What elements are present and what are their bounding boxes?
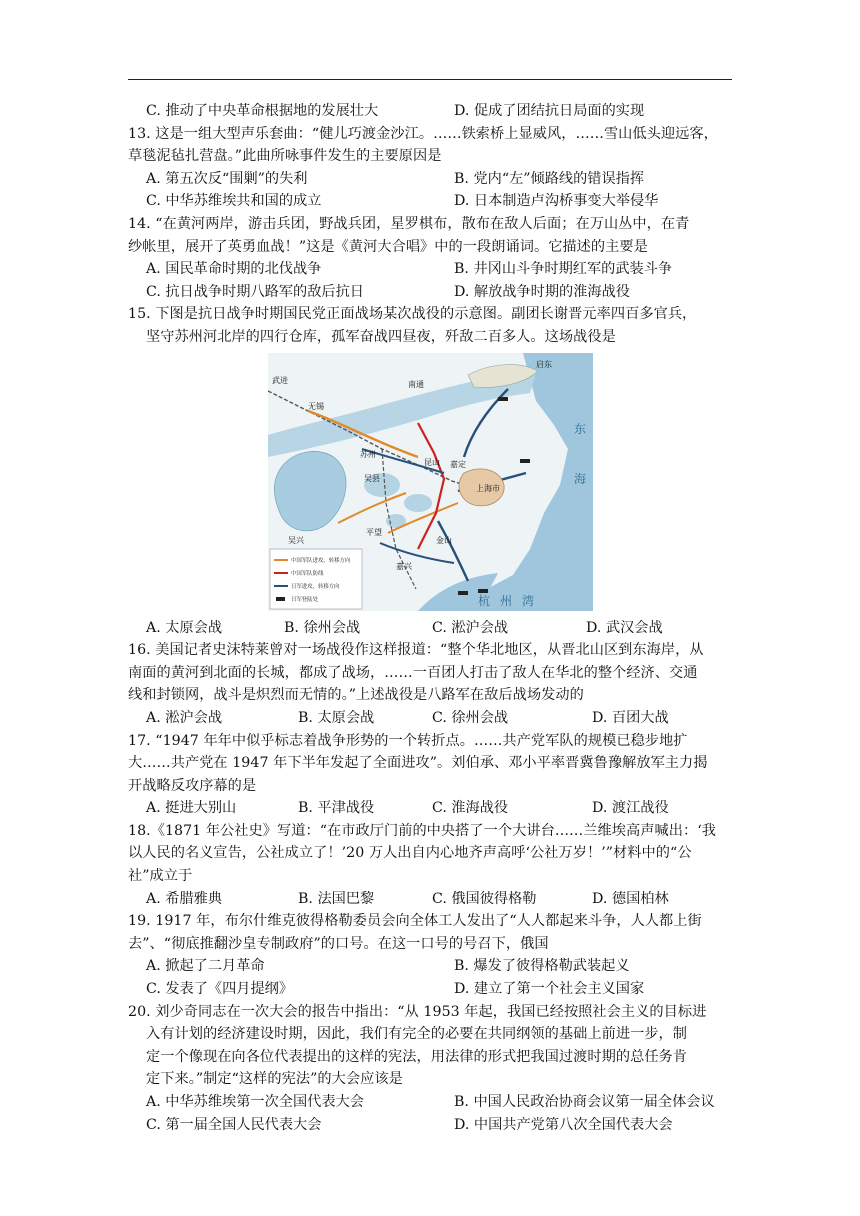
legend-chinese-attack: 中国军队进攻、转移方向 xyxy=(291,557,351,564)
q19-options-cd xyxy=(128,978,732,1001)
q19-option-b[interactable]: B. 爆发了彼得格勒武装起义 xyxy=(454,958,630,975)
q20-option-c[interactable]: C. 第一届全国人民代表大会 xyxy=(146,1116,322,1133)
q12-option-c[interactable]: C. 推动了中央革命根据地的发展壮大 xyxy=(146,103,379,119)
battle-map-container xyxy=(128,353,732,615)
q14-option-d[interactable]: D. 解放战争时期的淮海战役 xyxy=(454,283,630,300)
q14-options-cd xyxy=(128,281,732,304)
place-wujin: 武进 xyxy=(272,375,288,385)
place-jinshan: 金山 xyxy=(436,535,452,545)
q20-option-a[interactable]: A. 中华苏维埃第一次全国代表大会 xyxy=(146,1094,364,1110)
bay-label-hang: 杭 xyxy=(478,593,491,608)
q17-option-b[interactable]: B. 平津战役 xyxy=(298,800,375,817)
place-jiading: 嘉定 xyxy=(450,459,466,469)
q13-option-a[interactable]: A. 第五次反“围剿”的失利 xyxy=(146,170,308,187)
q18-option-b[interactable]: B. 法国巴黎 xyxy=(298,890,375,907)
place-suzhou: 苏州 xyxy=(360,449,376,459)
q20-stem-line-2: 入有计划的经济建设时期，因此，我们有完全的必要在共同纲领的基础上前进一步，制 xyxy=(146,1026,688,1043)
q15-option-c[interactable]: C. 淞沪会战 xyxy=(432,619,509,636)
q13-option-c[interactable]: C. 中华苏维埃共和国的成立 xyxy=(146,193,322,210)
q13-stem-line-2: 草毯泥毡扎营盘。”此曲所咏事件发生的主要原因是 xyxy=(128,148,442,165)
q17-options xyxy=(128,797,732,820)
q14-option-a[interactable]: A. 国民革命时期的北伐战争 xyxy=(146,261,322,278)
q16-stem-line-3: 线和封锁网，战斗是炽烈而无情的。”上述战役是八路军在敌后战场发动的 xyxy=(128,687,584,704)
place-wuxi: 无锡 xyxy=(308,401,324,411)
q15-option-d[interactable]: D. 武汉会战 xyxy=(586,619,663,636)
q20-stem-line-3: 定一个像现在向各位代表提出的这样的宪法，用法律的形式把我国过渡时期的总任务肯 xyxy=(146,1048,688,1065)
place-jiaxing: 嘉兴 xyxy=(396,561,412,571)
q13-stem-line-1: 13. 这是一组大型声乐套曲：“健儿巧渡金沙江。……铁索桥上显威风，……雪山低头迎远客， xyxy=(128,125,718,142)
q14-options-ab xyxy=(128,258,732,281)
q15-options xyxy=(128,617,732,640)
q16-options xyxy=(128,707,732,730)
header-rule xyxy=(128,79,732,80)
q20-stem-line-4: 定下来。”制定“这样的宪法”的大会应该是 xyxy=(146,1071,403,1088)
place-wuxing: 吴兴 xyxy=(288,535,304,545)
q19-stem-line-2: 去”、“彻底推翻沙皇专制政府”的口号。在这一口号的号召下，俄国 xyxy=(128,935,549,952)
place-nantong: 南通 xyxy=(408,379,424,389)
q20-stem-line-1: 20. 刘少奇同志在一次大会的报告中指出：“从 1953 年起，我国已经按照社会主义的目标进 xyxy=(128,1003,707,1020)
q16-option-c[interactable]: C. 徐州会战 xyxy=(432,709,509,726)
q18-stem-line-3: 社”成立于 xyxy=(128,868,193,885)
q18-options xyxy=(128,888,732,911)
bay-label-wan: 湾 xyxy=(522,593,535,608)
q16-option-a[interactable]: A. 淞沪会战 xyxy=(146,709,223,726)
q17-stem-line-2: 大……共产党在 1947 年下半年发起了全面进攻”。刘伯承、邓小平率晋冀鲁豫解放军主力揭 xyxy=(128,755,708,772)
q14-option-c[interactable]: C. 抗日战争时期八路军的敌后抗日 xyxy=(146,283,364,300)
q12-option-d[interactable]: D. 促成了团结抗日局面的实现 xyxy=(454,103,645,119)
q19-option-d[interactable]: D. 建立了第一个社会主义国家 xyxy=(454,981,645,998)
q19-option-c[interactable]: C. 发表了《四月提纲》 xyxy=(146,981,294,998)
sea-label-hai: 海 xyxy=(574,471,587,486)
q13-option-b[interactable]: B. 党内“左”倾路线的错误指挥 xyxy=(454,170,645,187)
q17-option-d[interactable]: D. 渡江战役 xyxy=(592,800,669,817)
q14-stem-line-2: 纱帐里，展开了英勇血战！”这是《黄河大合唱》中的一段朗诵词。它描述的主要是 xyxy=(128,238,648,255)
q15-option-a[interactable]: A. 太原会战 xyxy=(146,619,223,636)
q14-option-b[interactable]: B. 井冈山斗争时期红军的武装斗争 xyxy=(454,261,673,278)
q20-option-d[interactable]: D. 中国共产党第八次全国代表大会 xyxy=(454,1116,673,1133)
legend-japanese-landing: 日军登陆处 xyxy=(291,596,318,603)
q20-option-b[interactable]: B. 中国人民政治协商会议第一届全体会议 xyxy=(454,1094,715,1110)
q18-option-c[interactable]: C. 俄国彼得格勒 xyxy=(432,890,537,907)
q18-stem-line-1: 18.《1871 年公社史》写道：“在市政厅门前的中央搭了一个大讲台……兰维埃高声喊出：‘我 xyxy=(128,822,716,839)
shanghai-battle-map xyxy=(268,353,593,611)
q17-option-a[interactable]: A. 挺进大别山 xyxy=(146,800,237,817)
q13-options-cd xyxy=(128,190,732,213)
place-qidong: 启东 xyxy=(536,359,552,369)
q15-stem-line-1: 15. 下图是抗日战争时期国民党正面战场某次战役的示意图。副团长谢晋元率四百多官兵， xyxy=(128,306,697,323)
q16-stem-line-2: 南面的黄河到北面的长城，都成了战场，……一百团人打击了敌人在华北的整个经济、交通 xyxy=(128,664,698,681)
q20-options-cd xyxy=(128,1114,732,1137)
q17-stem-line-1: 17. “1947 年年中似乎标志着战争形势的一个转折点。……共产党军队的规模已稳步地扩 xyxy=(128,732,688,749)
q19-option-a[interactable]: A. 掀起了二月革命 xyxy=(146,958,265,975)
q13-option-d[interactable]: D. 日本制造卢沟桥事变大举侵华 xyxy=(454,193,659,210)
q16-stem-line-1: 16. 美国记者史沫特莱曾对一场战役作这样报道：“整个华北地区，从晋北山区到东海岸，从 xyxy=(128,642,704,659)
q16-option-b[interactable]: B. 太原会战 xyxy=(298,709,375,726)
legend-japanese-attack: 日军进攻、转移方向 xyxy=(291,583,340,590)
place-shanghai: 上海市 xyxy=(476,483,500,493)
q14-stem-line-1: 14. “在黄河两岸，游击兵团，野战兵团，星罗棋布，散布在敌人后面；在万山丛中，在青 xyxy=(128,215,690,232)
q16-option-d[interactable]: D. 百团大战 xyxy=(592,709,669,726)
bay-label-zhou: 州 xyxy=(500,593,513,608)
place-pingwang: 平望 xyxy=(366,527,382,537)
q18-option-d[interactable]: D. 德国柏林 xyxy=(592,890,669,907)
q17-stem-line-3: 开战略反攻序幕的是 xyxy=(128,777,257,794)
q17-option-c[interactable]: C. 淮海战役 xyxy=(432,800,509,817)
q15-stem-line-2: 坚守苏州河北岸的四行仓库，孤军奋战四昼夜，歼敌二百多人。这场战役是 xyxy=(146,328,616,345)
q19-stem-line-1: 19. 1917 年，布尔什维克彼得格勒委员会向全体工人发出了“人人都起来斗争，人人都上街 xyxy=(128,913,702,930)
q18-stem-line-2: 以人民的名义宣告，公社成立了！’20 万人出自内心地齐声高呼‘公社万岁！’”材料中的“公 xyxy=(128,845,692,862)
q13-options-ab xyxy=(128,168,732,191)
place-wuxian: 吴县 xyxy=(364,473,380,483)
q12-options-cd xyxy=(128,100,732,123)
exam-page xyxy=(128,100,732,1136)
q20-options-ab xyxy=(128,1091,732,1114)
q19-options-ab xyxy=(128,955,732,978)
q18-option-a[interactable]: A. 希腊雅典 xyxy=(146,890,223,907)
legend-chinese-defense: 中国军队防线 xyxy=(291,570,324,577)
place-kunshan: 昆山 xyxy=(424,457,440,467)
sea-label-dong: 东 xyxy=(574,421,587,436)
q15-option-b[interactable]: B. 徐州会战 xyxy=(284,619,361,636)
